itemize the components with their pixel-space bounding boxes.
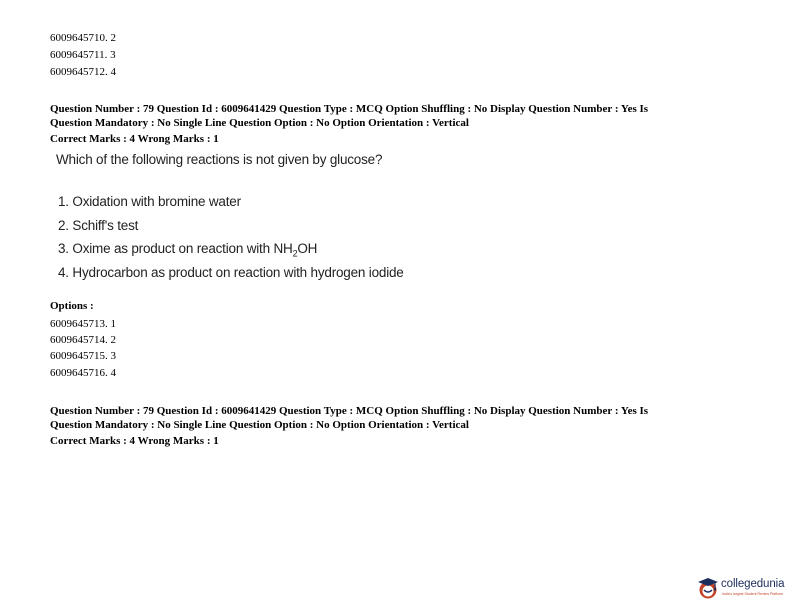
question-meta-line-1: Question Number : 79 Question Id : 6009641429 Question Type : MCQ Option Shuffling : No Display Question Number : Yes Is [50, 103, 649, 115]
question-meta-line-3: Correct Marks : 4 Wrong Marks : 1 [50, 133, 219, 145]
option-2: 6009645714. 2 [50, 334, 116, 346]
option-3: 6009645715. 3 [50, 350, 116, 362]
choice-3 [58, 240, 317, 258]
question-text: Which of the following reactions is not given by glucose? [56, 152, 383, 167]
question-meta-line-2: Question Mandatory : No Single Line Question Option : No Option Orientation : Vertical [50, 117, 469, 129]
logo-name: collegedunia [721, 578, 785, 590]
top-option-2: 6009645711. 3 [50, 49, 116, 61]
top-option-3: 6009645712. 4 [50, 66, 116, 78]
option-1: 6009645713. 1 [50, 318, 116, 330]
logo-tagline: India's largest Student Review Platform [722, 592, 783, 596]
graduate-cap-icon [697, 575, 721, 601]
question-meta [50, 102, 730, 146]
choice-3-prefix: 3. Oxime as product on reaction with NH [58, 241, 293, 256]
next-question-meta-line-2: Question Mandatory : No Single Line Question Option : No Option Orientation : Vertical [50, 419, 469, 431]
next-question-meta-line-1: Question Number : 79 Question Id : 6009641429 Question Type : MCQ Option Shuffling : No Display Question Number : Yes Is [50, 405, 649, 417]
top-option-1: 6009645710. 2 [50, 32, 116, 44]
choice-3-suffix: OH [297, 241, 318, 256]
next-question-meta-line-3: Correct Marks : 4 Wrong Marks : 1 [50, 435, 219, 447]
options-heading: Options : [50, 300, 94, 312]
next-question-meta [50, 404, 730, 448]
choice-1: 1. Oxidation with bromine water [58, 194, 241, 209]
choice-2: 2. Schiff's test [58, 218, 139, 233]
option-4: 6009645716. 4 [50, 367, 116, 379]
collegedunia-logo [697, 575, 792, 605]
choice-3-subscript: 2 [292, 248, 298, 259]
choice-4: 4. Hydrocarbon as product on reaction with hydrogen iodide [58, 265, 404, 280]
